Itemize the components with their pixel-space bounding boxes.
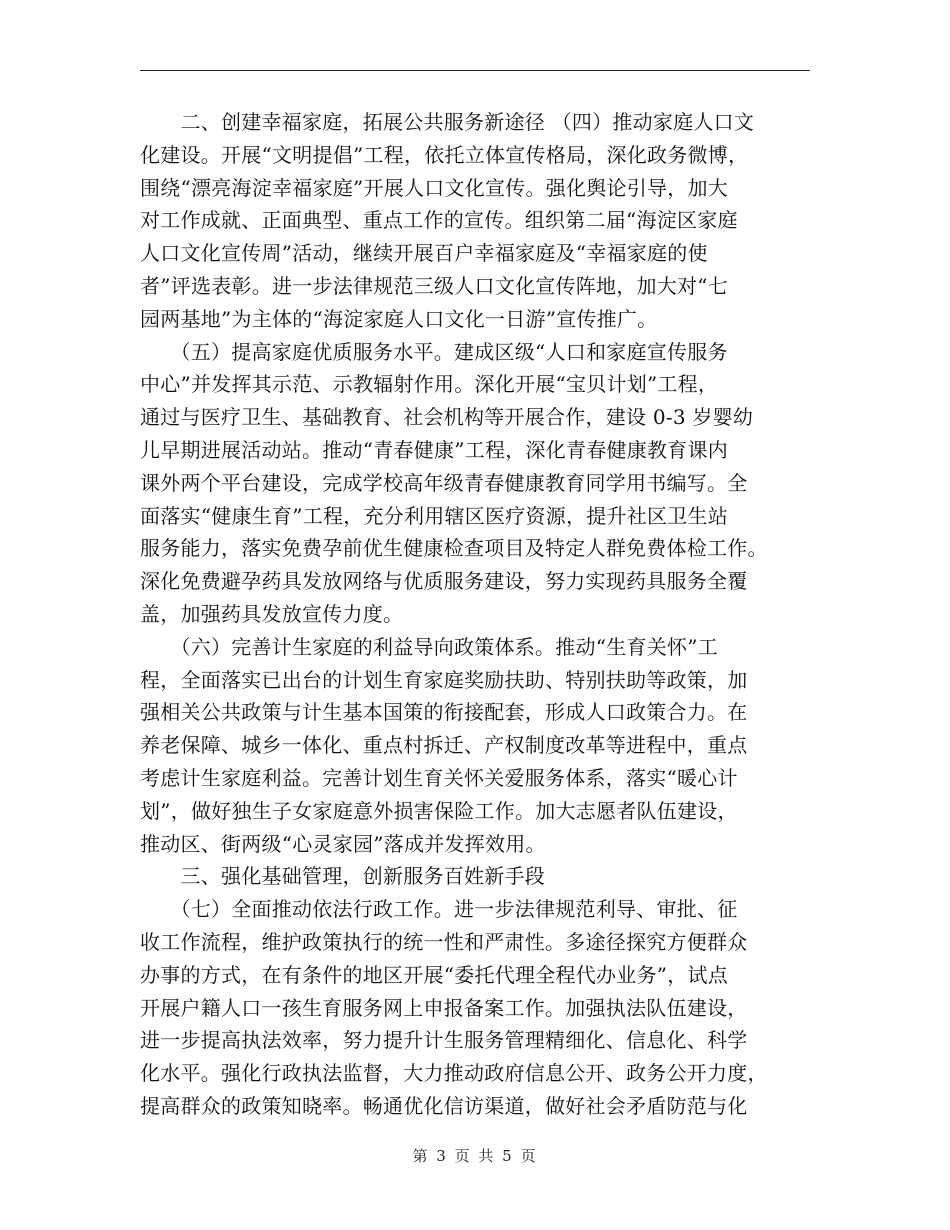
text-line: （六）完善计生家庭的利益导向政策体系。推动“生育关怀”工: [140, 634, 718, 659]
text-line: 园两基地”为主体的“海淀家庭人口文化一日游”宣传推广。: [140, 306, 658, 331]
text-line: （七）全面推动依法行政工作。进一步法律规范利导、审批、征: [140, 897, 738, 922]
text-line: 强相关公共政策与计生基本国策的衔接配套，形成人口政策合力。在: [140, 700, 748, 725]
text-line: 养老保障、城乡一体化、重点村拆迁、产权制度改革等进程中，重点: [140, 733, 748, 758]
header-rule: [140, 70, 810, 71]
text-line: 考虑计生家庭利益。完善计划生育关怀关爱服务体系，落实“暖心计: [140, 765, 738, 790]
text-line: 程，全面落实已出台的计划生育家庭奖励扶助、特别扶助等政策，加: [140, 667, 748, 692]
text-line: 收工作流程，维护政策执行的统一性和严肃性。多途径探究方便群众: [140, 929, 748, 954]
text-line: 面落实“健康生育”工程，充分利用辖区医疗资源，提升社区卫生站: [140, 503, 728, 528]
text-line: 化建设。开展“文明提倡”工程，依托立体宣传格局，深化政务微博，: [140, 142, 749, 167]
text-line: 中心”并发挥其示范、示教辐射作用。深化开展“宝贝计划”工程，: [140, 372, 719, 397]
text-line: 二、创建幸福家庭，拓展公共服务新途径 （四）推动家庭人口文: [140, 110, 755, 134]
text-line: 办事的方式，在有条件的地区开展“委托代理全程代办业务”，试点: [140, 962, 728, 987]
text-line: 开展户籍人口一孩生育服务网上申报备案工作。加强执法队伍建设，: [140, 995, 748, 1020]
text-line: 儿早期进展活动站。推动“青春健康”工程，深化青春健康教育课内: [140, 437, 728, 462]
text-line: 盖，加强药具发放宣传力度。: [140, 601, 404, 626]
text-line: 课外两个平台建设，完成学校高年级青春健康教育同学用书编写。全: [140, 470, 748, 495]
text-line: 划”，做好独生子女家庭意外损害保险工作。加大志愿者队伍建设，: [140, 798, 738, 823]
page-footer: 第 3 页 共 5 页: [412, 1147, 538, 1165]
text-line: 化水平。强化行政执法监督，大力推动政府信息公开、政务公开力度，: [140, 1061, 768, 1086]
text-line: 进一步提高执法效率，努力提升计生服务管理精细化、信息化、科学: [140, 1028, 748, 1053]
text-line: 推动区、街两级“心灵家园”落成并发挥效用。: [140, 831, 546, 856]
text-line: 者”评选表彰。进一步法律规范三级人口文化宣传阵地，加大对“七: [140, 273, 728, 298]
text-line: 对工作成就、正面典型、重点工作的宣传。组织第二届“海淀区家庭: [140, 208, 738, 233]
text-line: 通过与医疗卫生、基础教育、社会机构等开展合作，建设 0-3 岁婴幼: [140, 405, 754, 430]
text-line: 人口文化宣传周”活动，继续开展百户幸福家庭及“幸福家庭的使: [140, 241, 708, 266]
text-line: 提高群众的政策知晓率。畅通优化信访渠道，做好社会矛盾防范与化: [140, 1093, 748, 1118]
document-body: [140, 106, 820, 1123]
text-line: 三、强化基础管理，创新服务百姓新手段: [140, 864, 545, 889]
text-line: 深化免费避孕药具发放网络与优质服务建设，努力实现药具服务全覆: [140, 569, 748, 594]
text-line: （五）提高家庭优质服务水平。建成区级“人口和家庭宣传服务: [140, 339, 728, 364]
text-line: 服务能力，落实免费孕前优生健康检查项目及特定人群免费体检工作。: [140, 536, 768, 561]
text-line: 围绕“漂亮海淀幸福家庭”开展人口文化宣传。强化舆论引导，加大: [140, 175, 728, 200]
